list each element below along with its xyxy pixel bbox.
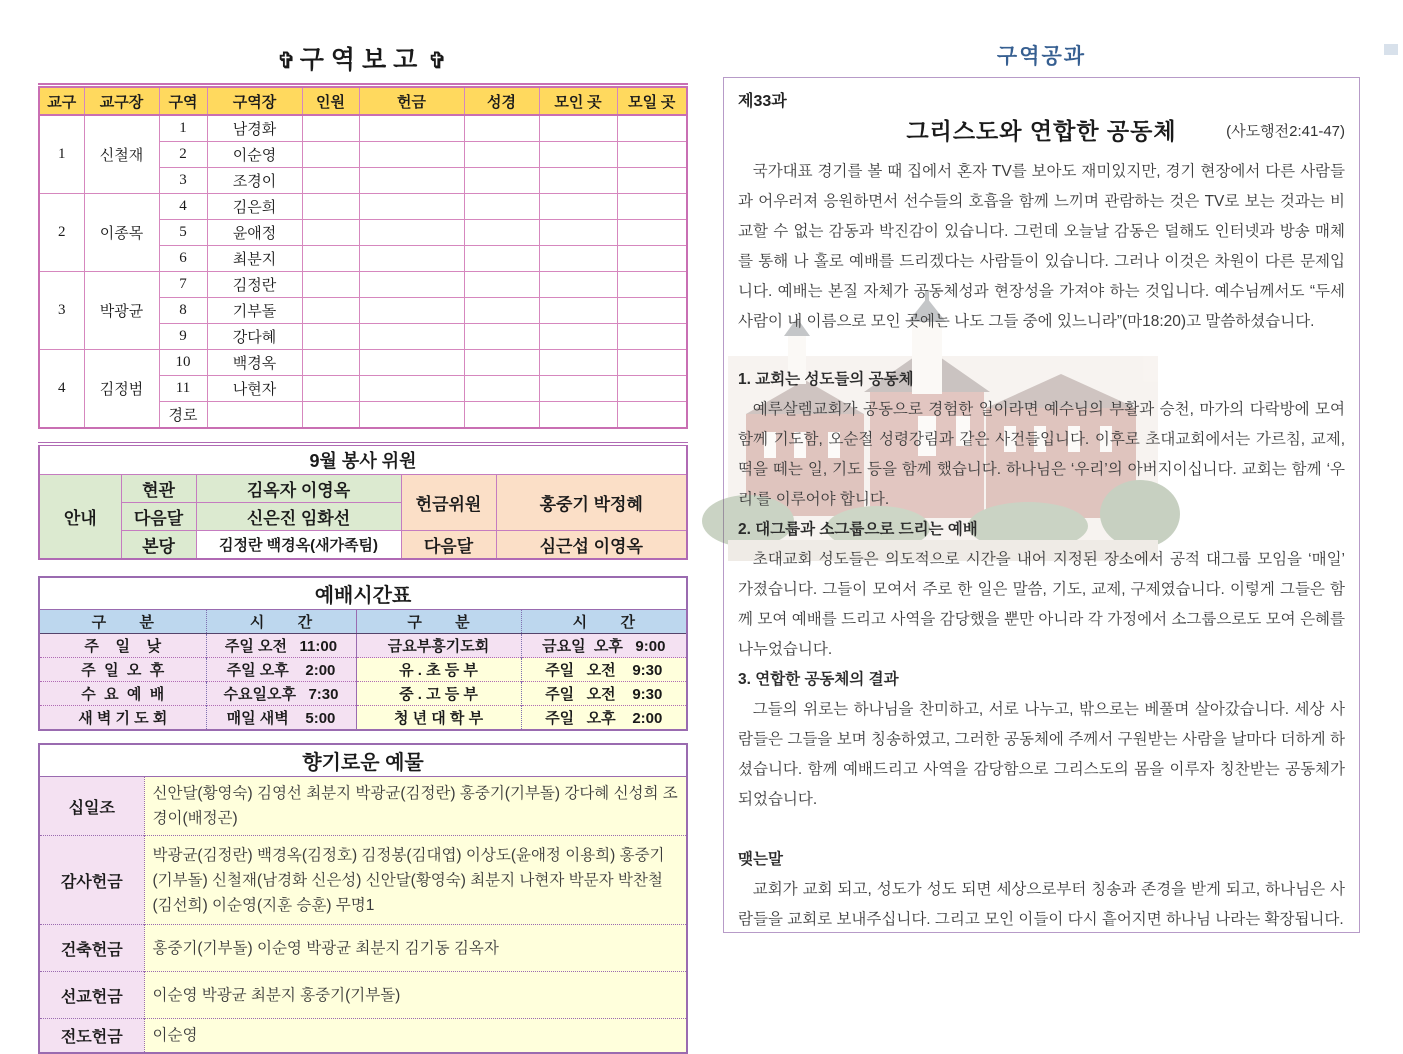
section-body: 초대교회 성도들은 의도적으로 시간을 내어 지정된 장소에서 공적 대그룹 모임을 ‘매일’ 가졌습니다. 그들이 모여서 주로 한 일은 말씀, 기도, 교제, 구제였습니다. 이렇게 그들은 함께 모여 예배를 드리고 사역을 감당했을 뿐만 아니라 각 가정에서 소그룹으로도 모여 은혜를 나누었습니다. [738, 551, 1345, 658]
report-row [39, 272, 687, 298]
next-month-label: 다음달 [401, 531, 496, 560]
offering-names: 박광균(김정란) 백경옥(김정호) 김정봉(김대엽) 이상도(윤애정 이용희) 홍중기(기부돌) 신철재(남경화 신은성) 신안달(황영숙) 최분지 나현자 박문자 박찬철(김선희) 이순영(지훈 승훈) 무명1 [144, 836, 687, 925]
service-name: 중 . 고 등 부 [356, 682, 521, 706]
volunteers-row [39, 531, 687, 560]
cross-icon: ✞ [277, 48, 296, 73]
service-name: 새 벽 기 도 회 [39, 706, 206, 731]
report-row [39, 115, 687, 142]
report-empty-cell [302, 220, 359, 246]
volunteers-row [39, 475, 687, 503]
zone-number: 3 [159, 168, 207, 194]
report-empty-cell [539, 324, 617, 350]
report-empty-cell [302, 115, 359, 142]
schedule-row [39, 634, 687, 658]
service-time: 매일 새벽 5:00 [206, 706, 356, 731]
zone-number: 8 [159, 298, 207, 324]
zone-leader: 백경옥 [207, 350, 302, 376]
report-empty-cell [302, 376, 359, 402]
lesson-scripture-ref: (사도행전2:41-47) [1226, 123, 1345, 140]
service-name: 주 일 낮 [39, 634, 206, 658]
offering-type: 감사헌금 [39, 836, 144, 925]
zone-number: 11 [159, 376, 207, 402]
zone-number: 7 [159, 272, 207, 298]
report-header-cell: 헌금 [359, 86, 464, 116]
report-header-cell: 모일 곳 [617, 86, 687, 116]
zone-leader: 기부돌 [207, 298, 302, 324]
report-empty-cell [539, 220, 617, 246]
report-empty-cell [302, 246, 359, 272]
report-empty-cell [359, 194, 464, 220]
report-header-cell: 교구 [39, 86, 84, 116]
report-empty-cell [617, 298, 687, 324]
conclusion-heading: 맺는말 [738, 851, 783, 868]
report-empty-cell [617, 115, 687, 142]
service-time: 금요일 오후 9:00 [521, 634, 687, 658]
report-empty-cell [302, 324, 359, 350]
service-time: 주일 오전 11:00 [206, 634, 356, 658]
offering-row [39, 972, 687, 1019]
zone-leader: 김은희 [207, 194, 302, 220]
zone-leader: 강다혜 [207, 324, 302, 350]
volunteers-title: 9월 봉사 위원 [39, 444, 687, 475]
worship-schedule-table [38, 576, 688, 731]
zone-number: 2 [159, 142, 207, 168]
report-empty-cell [539, 115, 617, 142]
zone-number: 5 [159, 220, 207, 246]
district-leader: 김정범 [84, 350, 159, 429]
report-empty-cell [359, 376, 464, 402]
report-empty-cell [359, 272, 464, 298]
schedule-title: 예배시간표 [39, 577, 687, 610]
report-empty-cell [464, 194, 539, 220]
section-heading: 1. 교회는 성도들의 공동체 [738, 371, 914, 388]
report-empty-cell [302, 168, 359, 194]
section-body: 그들의 위로는 하나님을 찬미하고, 서로 나누고, 밖으로는 베풀며 살아갔습니다. 세상 사람들은 그들을 보며 칭송하였고, 그러한 공동체에 주께서 구원받는 사람을 날마다 더하게 하셨습니다. 함께 예배드리고 사역을 감당함으로 그리스도의 몸을 이루자 칭찬받는 공동체가 되었습니다. [738, 701, 1345, 808]
place-label: 본당 [121, 531, 196, 560]
district-leader: 신철재 [84, 115, 159, 194]
report-header-cell: 구역장 [207, 86, 302, 116]
report-empty-cell [539, 246, 617, 272]
report-empty-cell [464, 142, 539, 168]
service-time: 주일 오후 2:00 [521, 706, 687, 731]
lesson-page-title: 구역공과 [996, 45, 1087, 68]
report-empty-cell [359, 246, 464, 272]
zone-leader: 이순영 [207, 142, 302, 168]
district-report-table [38, 83, 688, 429]
report-empty-cell [617, 142, 687, 168]
report-empty-cell [617, 194, 687, 220]
district-number: 2 [39, 194, 84, 272]
left-column [38, 40, 686, 1054]
report-empty-cell [302, 350, 359, 376]
report-header-cell: 구역 [159, 86, 207, 116]
schedule-header-cell: 구 분 [356, 610, 521, 634]
district-leader: 박광균 [84, 272, 159, 350]
zone-number: 9 [159, 324, 207, 350]
report-empty-cell [617, 246, 687, 272]
next-month-names: 심근섭 이영옥 [496, 531, 687, 560]
guide-label: 안내 [39, 475, 121, 560]
section-body: 예루살렘교회가 공동으로 경험한 일이라면 예수님의 부활과 승천, 마가의 다락방에 모여 함께 기도함, 오순절 성령강림과 같은 사건들입니다. 이후로 초대교회에서는 가르침, 교제, 떡을 떼는 일, 기도 등을 함께 했습니다. 하나님은 ‘우리’의 아버지이십니다. 교회는 함께 ‘우리’를 이루어야 합니다. [738, 401, 1345, 508]
offering-committee-names: 홍중기 박정혜 [496, 475, 687, 531]
section-heading: 3. 연합한 공동체의 결과 [738, 671, 899, 688]
report-row [39, 350, 687, 376]
report-empty-cell [359, 350, 464, 376]
report-empty-cell [539, 194, 617, 220]
schedule-header-cell: 시 간 [521, 610, 687, 634]
report-header-row [39, 86, 687, 116]
report-empty-cell [464, 350, 539, 376]
zone-leader: 윤애정 [207, 220, 302, 246]
zone-number: 1 [159, 115, 207, 142]
report-empty-cell [464, 324, 539, 350]
offering-row [39, 836, 687, 925]
report-empty-cell [464, 376, 539, 402]
report-empty-cell [617, 220, 687, 246]
zone-leader: 조경이 [207, 168, 302, 194]
offering-names: 이순영 박광균 최분지 홍중기(기부돌) [144, 972, 687, 1019]
offering-type: 전도헌금 [39, 1019, 144, 1054]
lesson-heading [738, 113, 1345, 149]
report-empty-cell [302, 272, 359, 298]
report-empty-cell [617, 168, 687, 194]
zone-number: 6 [159, 246, 207, 272]
report-header-cell: 모인 곳 [539, 86, 617, 116]
volunteers-table [38, 442, 688, 560]
report-header-cell: 인원 [302, 86, 359, 116]
offering-type: 건축헌금 [39, 925, 144, 972]
offering-type: 선교헌금 [39, 972, 144, 1019]
schedule-header-cell: 시 간 [206, 610, 356, 634]
report-row [39, 194, 687, 220]
zone-number: 경로 [159, 402, 207, 429]
report-empty-cell [539, 168, 617, 194]
report-empty-cell [539, 142, 617, 168]
report-empty-cell [617, 402, 687, 429]
report-empty-cell [359, 324, 464, 350]
place-label: 다음달 [121, 503, 196, 531]
report-empty-cell [539, 376, 617, 402]
service-time: 주일 오후 2:00 [206, 658, 356, 682]
district-number: 3 [39, 272, 84, 350]
service-name: 유 . 초 등 부 [356, 658, 521, 682]
zone-number: 10 [159, 350, 207, 376]
zone-number: 4 [159, 194, 207, 220]
offering-names: 홍중기(기부돌) 이순영 박광균 최분지 김기동 김옥자 [144, 925, 687, 972]
zone-leader: 최분지 [207, 246, 302, 272]
place-label: 현관 [121, 475, 196, 503]
offerings-table [38, 743, 688, 1054]
report-empty-cell [359, 402, 464, 429]
report-header-cell: 성경 [464, 86, 539, 116]
service-name: 청 년 대 학 부 [356, 706, 521, 731]
zone-leader: 나현자 [207, 376, 302, 402]
zone-leader: 남경화 [207, 115, 302, 142]
volunteer-names: 김옥자 이영옥 [196, 475, 401, 503]
service-time: 주일 오전 9:30 [521, 682, 687, 706]
service-time: 수요일오후 7:30 [206, 682, 356, 706]
service-name: 수 요 예 배 [39, 682, 206, 706]
report-title-text: 구역보고 [299, 47, 425, 74]
schedule-header-cell: 구 분 [39, 610, 206, 634]
schedule-row [39, 682, 687, 706]
volunteer-names: 신은진 임화선 [196, 503, 401, 531]
service-name: 주 일 오 후 [39, 658, 206, 682]
offering-committee-label: 헌금위원 [401, 475, 496, 531]
report-empty-cell [539, 298, 617, 324]
report-empty-cell [302, 194, 359, 220]
report-empty-cell [464, 115, 539, 142]
district-number: 4 [39, 350, 84, 429]
section-heading: 2. 대그룹과 소그룹으로 드리는 예배 [738, 521, 978, 538]
report-empty-cell [302, 298, 359, 324]
district-number: 1 [39, 115, 84, 194]
report-empty-cell [464, 220, 539, 246]
report-empty-cell [464, 402, 539, 429]
report-empty-cell [464, 168, 539, 194]
lesson-box [723, 77, 1360, 933]
report-empty-cell [464, 298, 539, 324]
corner-artifact [1384, 44, 1398, 55]
schedule-header-row [39, 610, 687, 634]
cross-icon: ✞ [428, 48, 447, 73]
offering-names: 이순영 [144, 1019, 687, 1054]
report-empty-cell [617, 376, 687, 402]
volunteer-names: 김정란 백경옥(새가족팀) [196, 531, 401, 560]
report-empty-cell [302, 402, 359, 429]
report-empty-cell [302, 142, 359, 168]
report-header-cell: 교구장 [84, 86, 159, 116]
lesson-title: 그리스도와 연합한 공동체 [906, 118, 1177, 144]
schedule-row [39, 706, 687, 731]
report-empty-cell [359, 115, 464, 142]
zone-leader [207, 402, 302, 429]
service-name: 금요부흥기도회 [356, 634, 521, 658]
report-empty-cell [359, 168, 464, 194]
report-empty-cell [359, 220, 464, 246]
schedule-row [39, 658, 687, 682]
report-empty-cell [464, 272, 539, 298]
report-empty-cell [359, 298, 464, 324]
lesson-number: 제33과 [738, 93, 787, 110]
conclusion-body: 교회가 교회 되고, 성도가 성도 되면 세상으로부터 칭송과 존경을 받게 되고, 하나님은 사람들을 교회로 보내주십니다. 그리고 모인 이들이 다시 흩어지면 하나님 나라는 확장됩니다. [738, 881, 1345, 928]
report-empty-cell [539, 272, 617, 298]
report-empty-cell [539, 350, 617, 376]
offerings-title: 향기로운 예물 [39, 744, 687, 777]
report-empty-cell [359, 142, 464, 168]
zone-leader: 김정란 [207, 272, 302, 298]
offering-type: 십일조 [39, 777, 144, 836]
offering-row [39, 1019, 687, 1054]
offering-row [39, 925, 687, 972]
lesson-intro-paragraph: 국가대표 경기를 볼 때 집에서 혼자 TV를 보아도 재미있지만, 경기 현장에서 다른 사람들과 어우러져 응원하면서 선수들의 호흡을 함께 느끼며 관람하는 것은 TV로 보는 것과는 비교할 수 없는 감동과 박진감이 있습니다. 그런데 오늘날 감동은 덜해도 인터넷과 방송 매체를 통해 나 홀로 예배를 드리겠다는 사람들이 있습니다. 그러나 이것은 차원이 다른 문제입니다. 예배는 본질 자체가 공동체성과 현장성을 가져야 하는 것입니다. 예수님께서도 “두세 사람이 내 이름으로 모인 곳에는 나도 그들 중에 있느니라”(마18:20)고 말씀하셨습니다. [738, 163, 1345, 330]
report-empty-cell [617, 350, 687, 376]
service-time: 주일 오전 9:30 [521, 658, 687, 682]
offering-names: 신안달(황영숙) 김영선 최분지 박광균(김정란) 홍중기(기부돌) 강다혜 신성희 조경이(배정곤) [144, 777, 687, 836]
report-empty-cell [617, 324, 687, 350]
offering-row [39, 777, 687, 836]
report-empty-cell [464, 246, 539, 272]
report-empty-cell [539, 402, 617, 429]
report-title [38, 40, 686, 74]
report-empty-cell [617, 272, 687, 298]
district-leader: 이종목 [84, 194, 159, 272]
right-column [723, 40, 1360, 933]
